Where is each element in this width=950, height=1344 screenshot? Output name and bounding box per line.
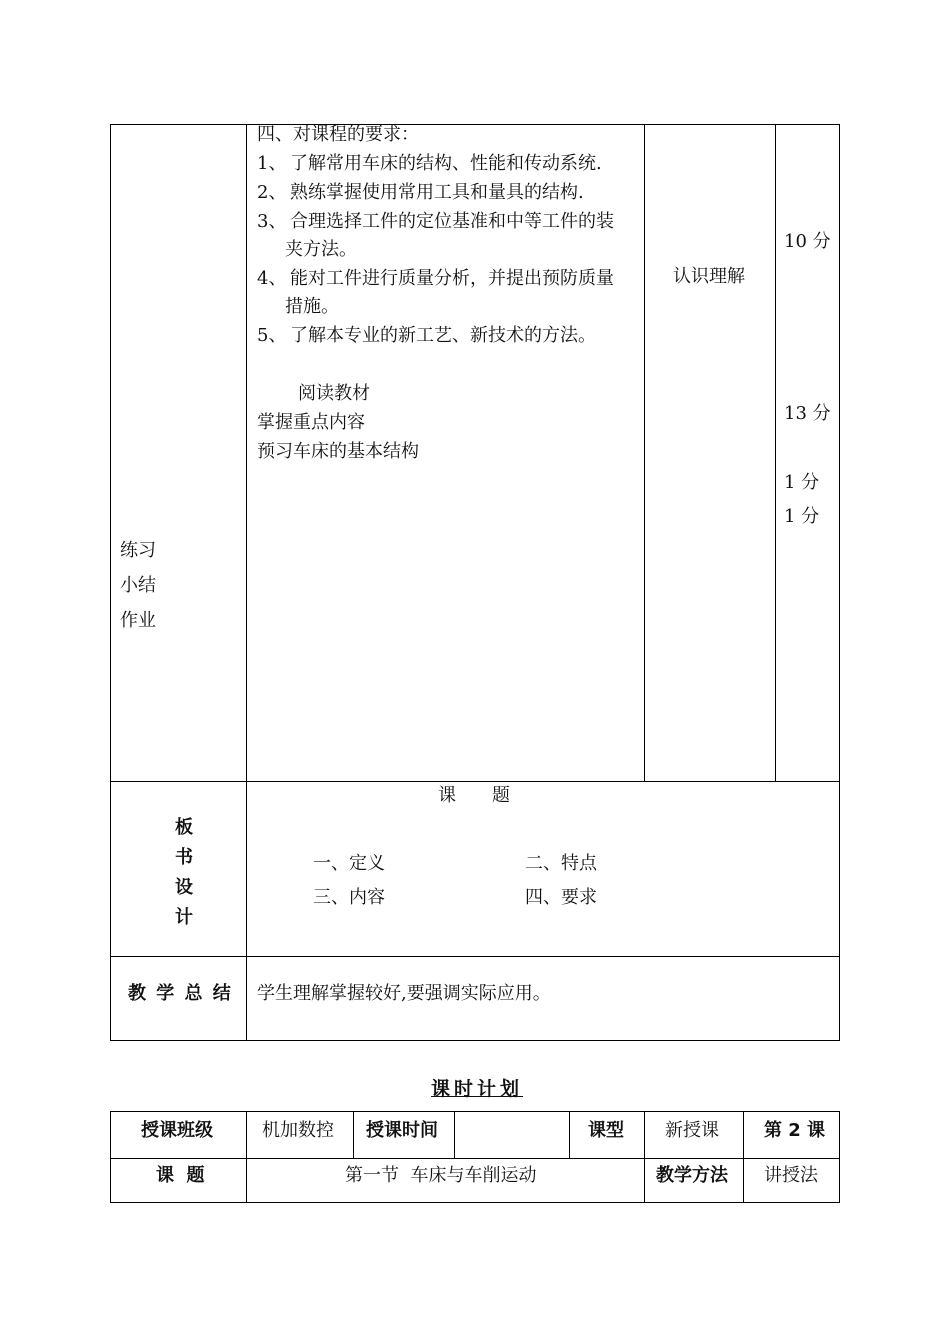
- time-4: 1 分: [784, 506, 820, 527]
- item-1-number: 1、: [257, 153, 287, 174]
- plan-title: 课时计划: [431, 1078, 524, 1100]
- time-3: 1 分: [784, 472, 820, 493]
- activity-text: 认识理解: [673, 266, 745, 287]
- board-point-content: 三、内容: [313, 887, 385, 908]
- topic-label: 课 题: [156, 1165, 205, 1186]
- method-value: 讲授法: [764, 1165, 818, 1186]
- col-divider-1: [246, 124, 247, 1041]
- table-border-top: [110, 124, 840, 125]
- board-design-label-1: 板: [175, 817, 193, 838]
- row-divider-2: [110, 956, 840, 957]
- item-1-text: 了解常用车床的结构、性能和传动系统.: [290, 153, 602, 174]
- lesson-number: 第 2 课: [764, 1120, 826, 1141]
- reading-text: 阅读教材: [298, 383, 370, 404]
- item-4-number: 4、: [257, 268, 287, 289]
- item-2-text: 熟练掌握使用常用工具和量具的结构.: [290, 182, 584, 203]
- board-design-label-4: 计: [175, 907, 193, 928]
- item-3-continuation: 夹方法。: [285, 239, 357, 260]
- lesson-type-value: 新授课: [665, 1120, 719, 1141]
- plan-col-divider-6: [743, 1111, 744, 1203]
- lesson-time-label: 授课时间: [366, 1120, 438, 1141]
- preview-text: 预习车床的基本结构: [257, 441, 419, 462]
- item-4-text: 能对工件进行质量分析，并提出预防质量: [290, 268, 614, 289]
- plan-table-left: [110, 1111, 111, 1203]
- plan-col-divider-4: [569, 1111, 570, 1159]
- board-point-definition: 一、定义: [313, 853, 385, 874]
- left-label-homework: 作业: [120, 610, 156, 631]
- board-design-label-3: 设: [175, 877, 193, 898]
- plan-table-top: [110, 1111, 840, 1112]
- plan-col-divider-5: [644, 1111, 645, 1203]
- item-5-text: 了解本专业的新工艺、新技术的方法。: [290, 325, 596, 346]
- left-label-summary: 小结: [120, 575, 156, 596]
- plan-col-divider-1: [246, 1111, 247, 1203]
- board-topic: 课 题: [438, 785, 510, 806]
- item-3-text: 合理选择工件的定位基准和中等工件的装: [290, 211, 614, 232]
- key-points-text: 掌握重点内容: [257, 412, 365, 433]
- class-label: 授课班级: [141, 1120, 213, 1141]
- summary-label: 教 学 总 结: [128, 983, 233, 1004]
- plan-table-middle: [110, 1158, 840, 1159]
- board-point-requirements: 四、要求: [525, 887, 597, 908]
- item-3-number: 3、: [257, 211, 287, 232]
- col-divider-2: [644, 124, 645, 782]
- item-2-number: 2、: [257, 182, 287, 203]
- table-border-left: [110, 124, 111, 1041]
- table-border-bottom: [110, 1040, 840, 1041]
- board-design-label-2: 书: [175, 847, 193, 868]
- time-2: 13 分: [784, 403, 831, 424]
- col-divider-3: [775, 124, 776, 782]
- item-5-number: 5、: [257, 325, 287, 346]
- board-point-features: 二、特点: [525, 853, 597, 874]
- plan-col-divider-2: [353, 1111, 354, 1159]
- item-4-continuation: 措施。: [285, 296, 339, 317]
- table-border-right: [839, 124, 840, 1041]
- lesson-type-label: 课型: [588, 1120, 624, 1141]
- requirements-heading: 四、对课程的要求：: [257, 124, 419, 145]
- plan-col-divider-3: [454, 1111, 455, 1159]
- method-label: 教学方法: [656, 1165, 728, 1186]
- class-value: 机加数控: [262, 1120, 334, 1141]
- time-1: 10 分: [784, 231, 831, 252]
- plan-table-right: [839, 1111, 840, 1203]
- left-label-practice: 练习: [120, 540, 156, 561]
- row-divider-1: [110, 781, 840, 782]
- summary-text: 学生理解掌握较好,要强调实际应用。: [257, 983, 551, 1004]
- topic-value: 第一节 车床与车削运动: [345, 1165, 537, 1186]
- plan-table-bottom: [110, 1202, 840, 1203]
